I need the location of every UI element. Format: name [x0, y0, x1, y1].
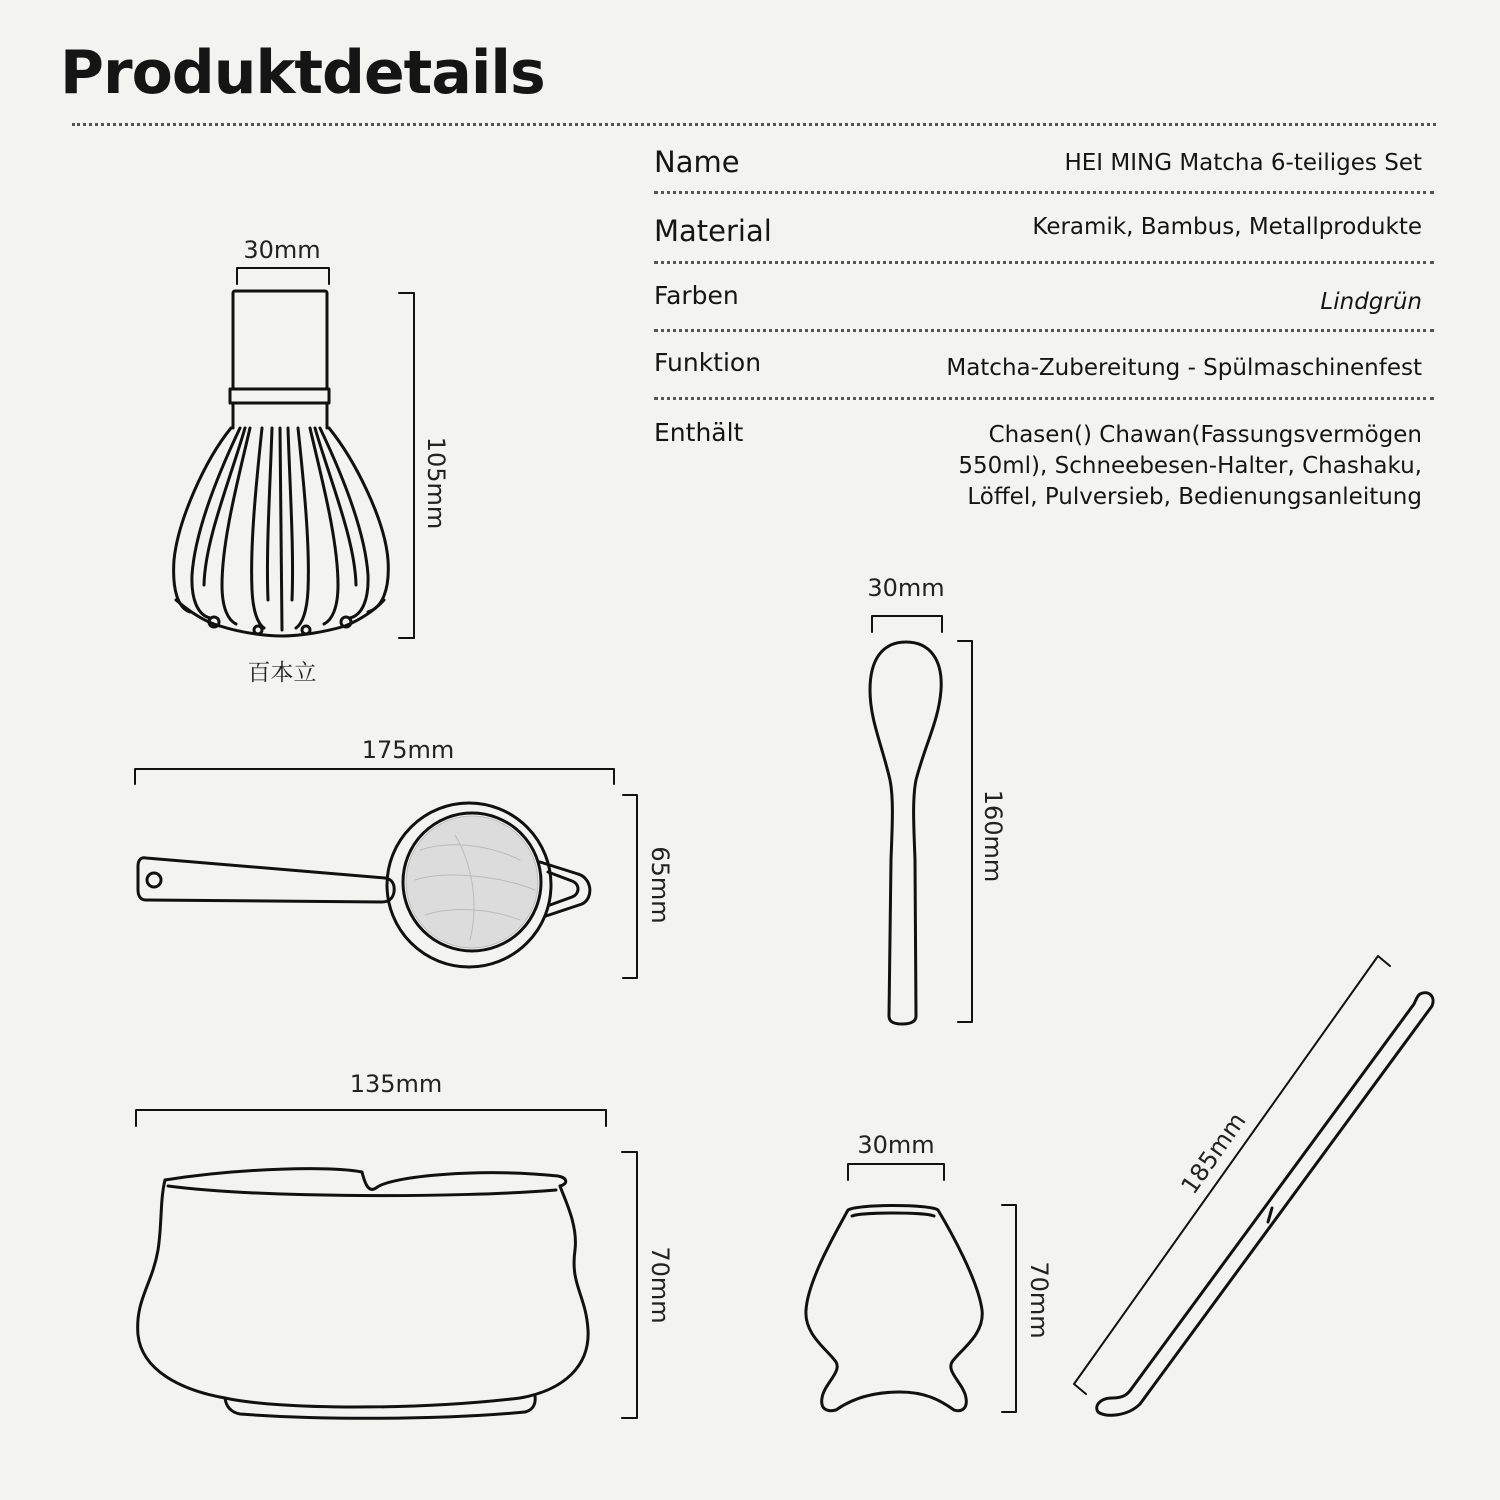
- spoon-width-bracket: [872, 616, 942, 632]
- spec-material-value: Keramik, Bambus, Metallprodukte: [1032, 214, 1422, 240]
- holder-width-bracket: [848, 1164, 944, 1180]
- holder-illustration: [806, 1206, 982, 1411]
- spoon-width-label: 30mm: [867, 574, 945, 602]
- scoop-length-label: 185mm: [1175, 1107, 1252, 1200]
- spoon-height-label: 160mm: [979, 789, 1007, 883]
- whisk-caption: 百本立: [247, 660, 317, 686]
- sieve-mesh: [406, 816, 538, 948]
- sieve-height-label: 65mm: [646, 846, 674, 924]
- whisk-illustration: [174, 291, 389, 636]
- bowl-height-label: 70mm: [646, 1246, 674, 1324]
- spec-enthaelt-line: Chasen() Chawan(Fassungsvermögen: [988, 422, 1422, 448]
- spec-name-label: Name: [654, 145, 740, 179]
- whisk-width-label: 30mm: [243, 236, 321, 264]
- holder-width-label: 30mm: [857, 1131, 935, 1159]
- bowl-width-bracket: [136, 1110, 606, 1126]
- holder-height-bracket: [1002, 1205, 1016, 1412]
- sieve-width-label: 175mm: [361, 736, 455, 764]
- scoop-length-bracket: [1074, 956, 1390, 1394]
- spoon-illustration: [870, 642, 941, 1024]
- spec-name-value: HEI MING Matcha 6-teiliges Set: [1064, 150, 1422, 176]
- spec-funktion-value: Matcha-Zubereitung - Spülmaschinenfest: [946, 355, 1422, 381]
- bowl-height-bracket: [622, 1152, 637, 1418]
- page-title: Produktdetails: [60, 38, 545, 108]
- whisk-width-bracket: [237, 268, 329, 284]
- spec-enthaelt-line: 550ml), Schneebesen-Halter, Chashaku,: [958, 453, 1422, 479]
- spec-enthaelt-label: Enthält: [654, 418, 744, 447]
- holder-height-label: 70mm: [1025, 1261, 1053, 1339]
- scoop-illustration: [1097, 993, 1433, 1416]
- spec-farben-label: Farben: [654, 281, 739, 310]
- spec-funktion-label: Funktion: [654, 348, 762, 377]
- bowl-width-label: 135mm: [349, 1070, 443, 1098]
- sieve-height-bracket: [623, 795, 637, 978]
- whisk-height-bracket: [399, 293, 414, 638]
- spec-farben-value: Lindgrün: [1320, 289, 1422, 315]
- spec-material-label: Material: [654, 214, 772, 248]
- sieve-width-bracket: [135, 769, 614, 784]
- bowl-illustration: [138, 1169, 588, 1419]
- spoon-height-bracket: [958, 641, 972, 1022]
- spec-enthaelt-line: Löffel, Pulversieb, Bedienungsanleitung: [967, 484, 1422, 510]
- whisk-height-label: 105mm: [422, 436, 450, 530]
